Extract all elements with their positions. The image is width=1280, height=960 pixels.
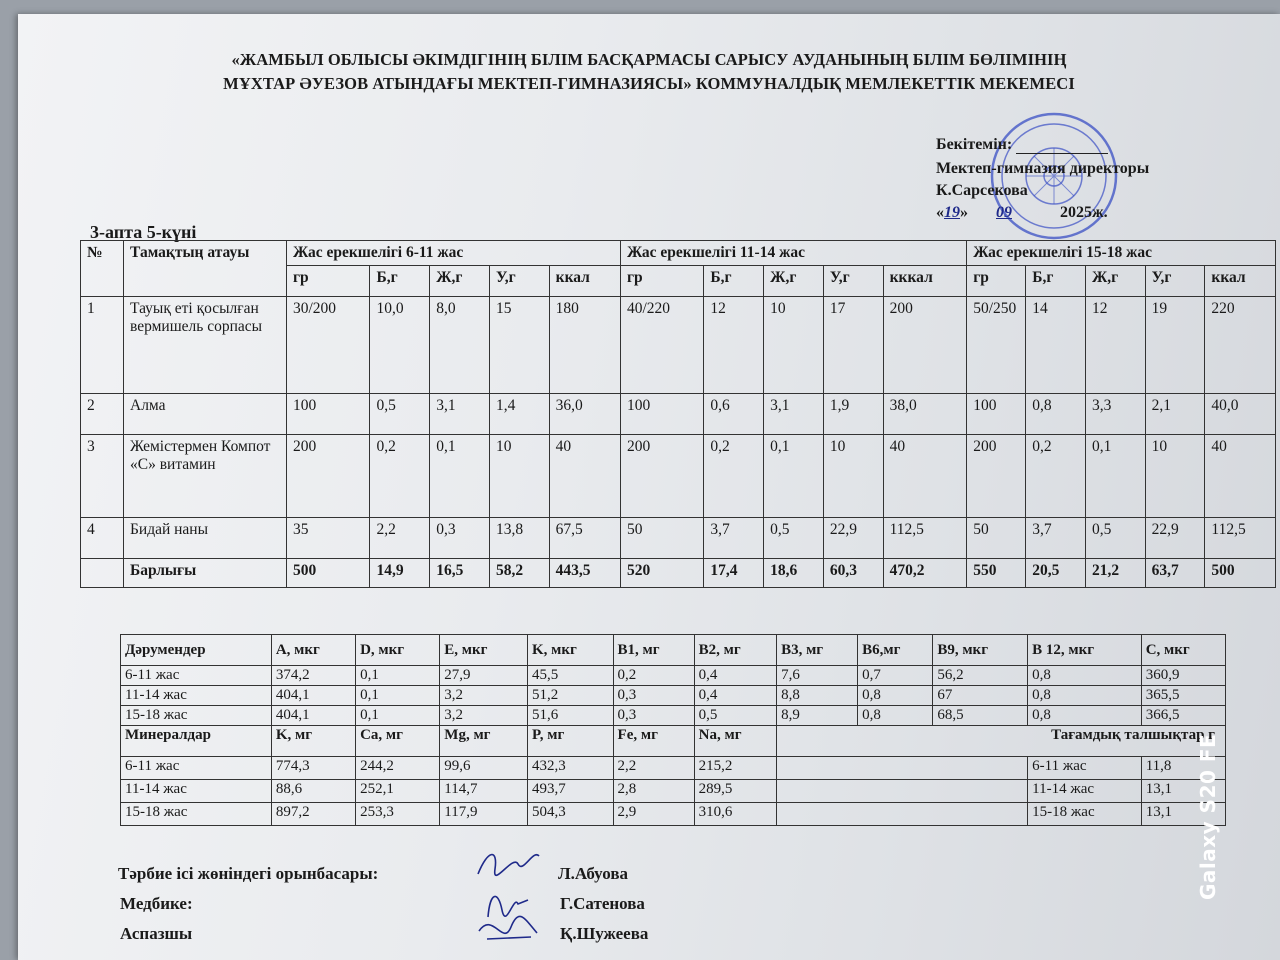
sub-header: Ж,г	[430, 266, 490, 297]
fiber-value: 13,1	[1141, 780, 1225, 803]
vitamin-cell: 7,6	[777, 666, 858, 686]
menu-cell: 36,0	[549, 394, 620, 435]
document-page	[18, 14, 1280, 960]
vitamin-cell: 0,8	[858, 686, 933, 706]
total-cell: 18,6	[764, 559, 824, 588]
row-number: 3	[81, 435, 124, 518]
menu-cell: 0,8	[1026, 394, 1086, 435]
menu-row	[81, 394, 1276, 435]
fiber-value: 11,8	[1141, 757, 1225, 780]
fiber-value: 13,1	[1141, 803, 1225, 826]
vitamin-cell: 0,1	[356, 706, 440, 726]
mineral-cell: 2,2	[613, 757, 694, 780]
org-header-line-1: «ЖАМБЫЛ ОБЛЫСЫ ӘКІМДІГІНІҢ БІЛІМ БАСҚАРМАСЫ САРЫСУ АУДАНЫНЫҢ БІЛІМ БӨЛІМІНІҢ	[231, 50, 1067, 69]
vitamin-cell: 0,1	[356, 666, 440, 686]
mineral-cell: 774,3	[271, 757, 355, 780]
menu-cell: 17	[823, 297, 883, 394]
total-cell: 443,5	[549, 559, 620, 588]
menu-cell: 112,5	[1205, 518, 1276, 559]
vitamin-cell: 0,1	[356, 686, 440, 706]
total-cell: 63,7	[1145, 559, 1205, 588]
menu-cell: 112,5	[883, 518, 967, 559]
mineral-cell: 432,3	[527, 757, 613, 780]
mineral-blank	[777, 780, 1028, 803]
menu-cell: 200	[967, 435, 1026, 518]
mineral-cell: 2,9	[613, 803, 694, 826]
sub-header: гр	[620, 266, 703, 297]
nurse-name: Г.Сатенова	[560, 894, 645, 913]
day-title: 3-апта 5-күні	[90, 222, 197, 242]
total-cell: 20,5	[1026, 559, 1086, 588]
mineral-cell: 2,8	[613, 780, 694, 803]
vitamin-header: E, мкг	[440, 635, 528, 666]
mineral-cell: 244,2	[356, 757, 440, 780]
menu-cell: 1,9	[823, 394, 883, 435]
sub-header: Б,г	[704, 266, 764, 297]
menu-cell: 19	[1145, 297, 1205, 394]
menu-row	[81, 297, 1276, 394]
total-cell: 16,5	[430, 559, 490, 588]
minerals-header-row	[121, 726, 1226, 757]
row-number: 1	[81, 297, 124, 394]
menu-cell: 100	[620, 394, 703, 435]
mineral-row	[121, 757, 1226, 780]
vitamin-cell: 374,2	[271, 666, 355, 686]
fiber-age: 6-11 жас	[1028, 757, 1142, 780]
sub-header: Ж,г	[1085, 266, 1145, 297]
total-cell: 14,9	[370, 559, 430, 588]
vitamin-header: D, мкг	[356, 635, 440, 666]
menu-cell: 0,2	[370, 435, 430, 518]
menu-cell: 50	[967, 518, 1026, 559]
menu-cell: 1,4	[489, 394, 549, 435]
cook-signature-icon	[473, 909, 543, 949]
vitamin-cell: 51,2	[527, 686, 613, 706]
approval-line-2: Мектеп-гимназия директоры	[936, 160, 1150, 177]
sub-header: У,г	[489, 266, 549, 297]
dish-name: Жемістермен Компот «С» витамин	[124, 435, 287, 518]
group-11-14: Жас ерекшелігі 11-14 жас	[620, 241, 966, 266]
vitamin-cell: 11-14 жас	[121, 686, 272, 706]
vitamin-cell: 360,9	[1141, 666, 1225, 686]
col-no: №	[81, 241, 124, 297]
menu-header-row	[81, 241, 1276, 266]
vitamin-header: A, мкг	[271, 635, 355, 666]
mineral-cell: 504,3	[527, 803, 613, 826]
sub-header: У,г	[1145, 266, 1205, 297]
menu-cell: 100	[287, 394, 370, 435]
vitamin-cell: 45,5	[527, 666, 613, 686]
vitamin-header: B3, мг	[777, 635, 858, 666]
total-cell: 500	[1205, 559, 1276, 588]
sub-header: ккал	[1205, 266, 1276, 297]
mineral-header: P, мг	[527, 726, 613, 757]
mineral-blank	[777, 803, 1028, 826]
mineral-header: Ca, мг	[356, 726, 440, 757]
vitamin-cell: 8,9	[777, 706, 858, 726]
total-cell: 17,4	[704, 559, 764, 588]
vitamin-cell: 6-11 жас	[121, 666, 272, 686]
menu-cell: 30/200	[287, 297, 370, 394]
mineral-row	[121, 803, 1226, 826]
mineral-cell: 114,7	[440, 780, 528, 803]
mineral-cell: 253,3	[356, 803, 440, 826]
dish-name: Алма	[124, 394, 287, 435]
total-cell: 500	[287, 559, 370, 588]
vitamin-cell: 67	[933, 686, 1028, 706]
mineral-cell: 117,9	[440, 803, 528, 826]
vitamin-cell: 3,2	[440, 706, 528, 726]
menu-cell: 22,9	[823, 518, 883, 559]
approval-director-name: К.Сарсекова	[936, 182, 1028, 199]
group-15-18: Жас ерекшелігі 15-18 жас	[967, 241, 1276, 266]
vitamin-cell: 365,5	[1141, 686, 1225, 706]
col-name: Тамақтың атауы	[124, 241, 287, 297]
vitamin-cell: 0,4	[694, 666, 776, 686]
vitamin-cell: 0,4	[694, 686, 776, 706]
menu-cell: 40/220	[620, 297, 703, 394]
menu-cell: 100	[967, 394, 1026, 435]
menu-cell: 14	[1026, 297, 1086, 394]
mineral-cell: 88,6	[271, 780, 355, 803]
menu-cell: 35	[287, 518, 370, 559]
menu-row	[81, 518, 1276, 559]
mineral-header: Mg, мг	[440, 726, 528, 757]
mineral-header: Минералдар	[121, 726, 272, 757]
mineral-header: K, мг	[271, 726, 355, 757]
vitamin-cell: 0,7	[858, 666, 933, 686]
vitamin-cell: 404,1	[271, 686, 355, 706]
menu-cell: 10,0	[370, 297, 430, 394]
sub-header: гр	[967, 266, 1026, 297]
menu-cell: 2,1	[1145, 394, 1205, 435]
vitamin-cell: 0,8	[858, 706, 933, 726]
approval-month: 09	[996, 204, 1012, 221]
menu-cell: 15	[489, 297, 549, 394]
total-cell: 550	[967, 559, 1026, 588]
vitamin-cell: 56,2	[933, 666, 1028, 686]
menu-cell: 200	[883, 297, 967, 394]
menu-table	[80, 240, 1276, 588]
vitamin-row	[121, 666, 1226, 686]
menu-cell: 0,5	[370, 394, 430, 435]
vitamin-header: B 12, мкг	[1028, 635, 1142, 666]
total-cell: 470,2	[883, 559, 967, 588]
vitamin-cell: 3,2	[440, 686, 528, 706]
vitamin-cell: 15-18 жас	[121, 706, 272, 726]
menu-cell: 13,8	[489, 518, 549, 559]
fiber-age: 15-18 жас	[1028, 803, 1142, 826]
menu-cell: 10	[764, 297, 824, 394]
camera-watermark: Galaxy S20 FE	[1196, 733, 1220, 900]
menu-cell: 50	[620, 518, 703, 559]
vitamin-cell: 366,5	[1141, 706, 1225, 726]
total-label: Барлығы	[124, 559, 287, 588]
vitamin-cell: 51,6	[527, 706, 613, 726]
menu-cell: 0,1	[764, 435, 824, 518]
vitamin-header: Дәрумендер	[121, 635, 272, 666]
dish-name: Тауық еті қосылған вермишель сорпасы	[124, 297, 287, 394]
vitamin-cell: 0,5	[694, 706, 776, 726]
menu-cell: 40,0	[1205, 394, 1276, 435]
fiber-age: 11-14 жас	[1028, 780, 1142, 803]
vitamin-cell: 0,2	[613, 666, 694, 686]
menu-cell: 40	[549, 435, 620, 518]
vitamin-header: B9, мкг	[933, 635, 1028, 666]
vitamin-header: C, мкг	[1141, 635, 1225, 666]
mineral-cell: 99,6	[440, 757, 528, 780]
mineral-header: Na, мг	[694, 726, 776, 757]
deputy-signature-icon	[473, 844, 543, 884]
mineral-cell: 493,7	[527, 780, 613, 803]
menu-cell: 3,1	[430, 394, 490, 435]
vitamin-cell: 68,5	[933, 706, 1028, 726]
row-number: 4	[81, 518, 124, 559]
cook-role: Аспазшы	[120, 924, 193, 943]
vitamin-cell: 8,8	[777, 686, 858, 706]
menu-cell: 22,9	[1145, 518, 1205, 559]
menu-cell: 220	[1205, 297, 1276, 394]
sub-header: Ж,г	[764, 266, 824, 297]
mineral-cell: 15-18 жас	[121, 803, 272, 826]
sub-header: Б,г	[370, 266, 430, 297]
menu-total-row	[81, 559, 1276, 588]
vitamin-cell: 0,8	[1028, 686, 1142, 706]
sub-header: кккал	[883, 266, 967, 297]
menu-cell: 50/250	[967, 297, 1026, 394]
deputy-name: Л.Абуова	[558, 864, 629, 883]
menu-cell: 67,5	[549, 518, 620, 559]
menu-cell: 3,7	[704, 518, 764, 559]
mineral-header: Fe, мг	[613, 726, 694, 757]
menu-cell: 200	[287, 435, 370, 518]
menu-cell: 10	[489, 435, 549, 518]
menu-cell: 2,2	[370, 518, 430, 559]
menu-cell: 0,1	[1085, 435, 1145, 518]
total-cell: 21,2	[1085, 559, 1145, 588]
org-header-line-2: МҰХТАР ӘУЕЗОВ АТЫНДАҒЫ МЕКТЕП-ГИМНАЗИЯСЫ» КОММУНАЛДЫҚ МЕМЛЕКЕТТІК МЕКЕМЕСІ	[223, 74, 1075, 93]
menu-cell: 0,5	[764, 518, 824, 559]
sub-header: ккал	[549, 266, 620, 297]
menu-cell: 3,1	[764, 394, 824, 435]
row-number: 2	[81, 394, 124, 435]
vitamin-cell: 27,9	[440, 666, 528, 686]
mineral-cell: 11-14 жас	[121, 780, 272, 803]
vitamin-header: K, мкг	[527, 635, 613, 666]
dish-name: Бидай наны	[124, 518, 287, 559]
menu-cell: 8,0	[430, 297, 490, 394]
menu-cell: 40	[883, 435, 967, 518]
vitamin-header: B6,мг	[858, 635, 933, 666]
group-6-11: Жас ерекшелігі 6-11 жас	[287, 241, 621, 266]
menu-cell: 200	[620, 435, 703, 518]
vitamin-cell: 0,3	[613, 706, 694, 726]
menu-cell: 12	[1085, 297, 1145, 394]
mineral-cell: 252,1	[356, 780, 440, 803]
mineral-cell: 289,5	[694, 780, 776, 803]
sub-header: У,г	[823, 266, 883, 297]
total-cell: 58,2	[489, 559, 549, 588]
vitamin-row	[121, 706, 1226, 726]
mineral-row	[121, 780, 1226, 803]
menu-cell: 0,2	[704, 435, 764, 518]
vitamin-header: B2, мг	[694, 635, 776, 666]
menu-cell: 3,7	[1026, 518, 1086, 559]
cook-name: Қ.Шужеева	[560, 924, 649, 943]
sub-header: Б,г	[1026, 266, 1086, 297]
approval-date: «19» 09 2025ж.	[936, 204, 1108, 221]
menu-cell: 10	[823, 435, 883, 518]
mineral-cell: 215,2	[694, 757, 776, 780]
mineral-cell: 310,6	[694, 803, 776, 826]
total-cell: 520	[620, 559, 703, 588]
vitamin-cell: 0,3	[613, 686, 694, 706]
menu-cell: 0,6	[704, 394, 764, 435]
approval-line-1: Бекітемін:	[936, 136, 1108, 154]
mineral-blank	[777, 757, 1028, 780]
vitamin-cell: 0,8	[1028, 706, 1142, 726]
vitamins-header-row	[121, 635, 1226, 666]
nutrients-table	[120, 634, 1226, 826]
menu-cell: 0,3	[430, 518, 490, 559]
menu-cell: 0,2	[1026, 435, 1086, 518]
vitamin-header: B1, мг	[613, 635, 694, 666]
menu-cell: 40	[1205, 435, 1276, 518]
mineral-cell: 6-11 жас	[121, 757, 272, 780]
menu-cell: 0,1	[430, 435, 490, 518]
fiber-title: Тағамдық талшықтар г	[777, 726, 1226, 757]
menu-row	[81, 435, 1276, 518]
menu-cell: 10	[1145, 435, 1205, 518]
vitamin-cell: 0,8	[1028, 666, 1142, 686]
approval-day: 19	[944, 204, 960, 221]
mineral-cell: 897,2	[271, 803, 355, 826]
menu-cell: 180	[549, 297, 620, 394]
menu-cell: 0,5	[1085, 518, 1145, 559]
vitamin-row	[121, 686, 1226, 706]
total-cell: 60,3	[823, 559, 883, 588]
sub-header: гр	[287, 266, 370, 297]
deputy-role: Тәрбие ісі жөніндегі орынбасары:	[118, 864, 379, 883]
vitamin-cell: 404,1	[271, 706, 355, 726]
menu-cell: 38,0	[883, 394, 967, 435]
menu-cell: 3,3	[1085, 394, 1145, 435]
menu-cell: 12	[704, 297, 764, 394]
nurse-role: Медбике:	[120, 894, 193, 913]
